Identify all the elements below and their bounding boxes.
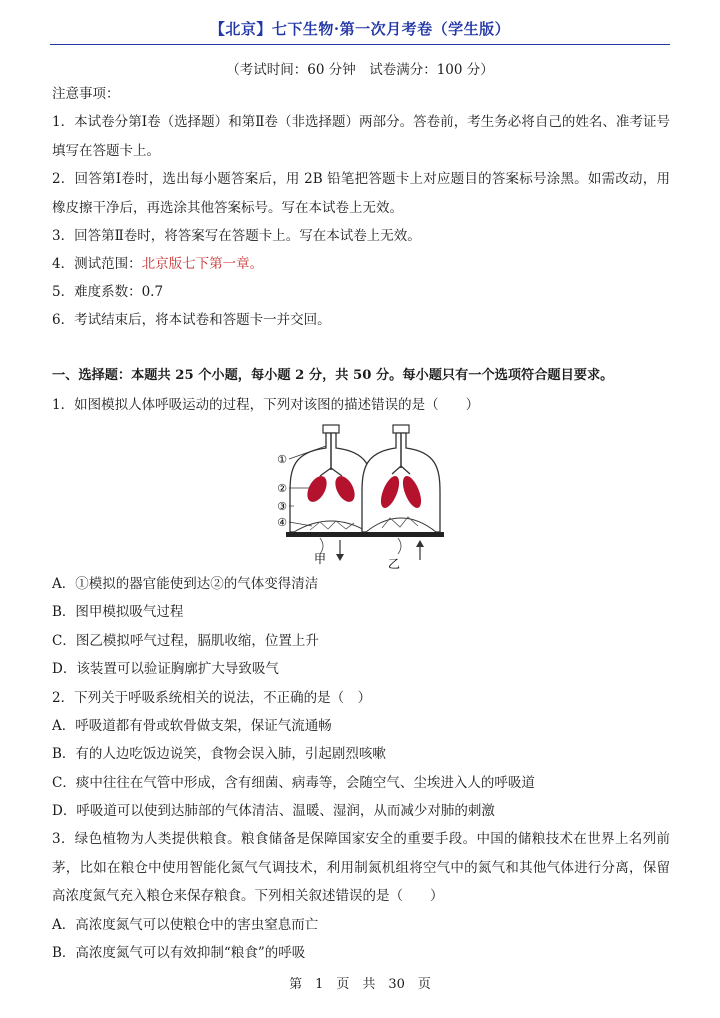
notice-item-2: 2．回答第Ⅰ卷时，选出每小题答案后，用 2B 铅笔把答题卡上对应题目的答案标号涂黑。如需改动，用橡皮擦干净后，再选涂其他答案标号。写在本试卷上无效。 [52, 171, 670, 216]
q2-option-d: D．呼吸道可以使到达肺部的气体清洁、温暖、湿润，从而减少对肺的刺激 [52, 803, 495, 819]
q1-option-a: A．①模拟的器官能使到达②的气体变得清洁 [52, 576, 319, 592]
jar-yi [358, 425, 444, 560]
q2-option-b: B．有的人边吃饭边说笑，食物会误入肺，引起剧烈咳嗽 [52, 746, 386, 762]
section-1-heading: 一、选择题：本题共 25 个小题，每小题 2 分，共 50 分。每小题只有一个选项符合题目要求。 [52, 368, 614, 383]
q3-stem: 3．绿色植物为人类提供粮食。粮食储备是保障国家安全的重要手段。中国的储粮技术在世界上名列前茅，比如在粮仓中使用智能化氮气气调技术，利用制氮机组将空气中的氮气和其他气体进行分离，保留高浓度氮气充入粮仓来保存粮食。下列相关叙述错误的是（ ） [52, 831, 670, 904]
q3-option-a: A．高浓度氮气可以使粮仓中的害虫窒息而亡 [52, 917, 319, 933]
label-yi: 乙 [387, 557, 401, 570]
q2-option-c: C．痰中往往在气管中形成，含有细菌、病毒等，会随空气、尘埃进入人的呼吸道 [52, 775, 535, 791]
notice-item-4-prefix: 4．测试范围： [52, 256, 142, 272]
exam-title: 【北京】七下生物·第一次月考卷（学生版） [209, 20, 511, 38]
breathing-model-figure [270, 422, 450, 570]
test-scope: 北京版七下第一章。 [141, 256, 264, 272]
notice-item-5: 5．难度系数：0.7 [52, 284, 164, 300]
svg-text:④: ④ [277, 516, 287, 529]
notice-item-1: 1．本试卷分第Ⅰ卷（选择题）和第Ⅱ卷（非选择题）两部分。答卷前，考生务必将自己的姓名、准考证号填写在答题卡上。 [52, 114, 670, 159]
exam-info: （考试时间：60 分钟 试卷满分：100 分） [226, 62, 494, 78]
svg-text:②: ② [277, 482, 287, 495]
page-number: 第 1 页 共 30 页 [289, 977, 431, 992]
q1-option-c: C．图乙模拟呼气过程，膈肌收缩，位置上升 [52, 633, 319, 649]
notice-item-3: 3．回答第Ⅱ卷时，将答案写在答题卡上。写在本试卷上无效。 [52, 228, 421, 244]
q2-stem: 2．下列关于呼吸系统相关的说法，不正确的是（ ） [52, 690, 372, 706]
notice-heading: 注意事项： [52, 86, 120, 102]
q2-option-a: A．呼吸道都有骨或软骨做支架，保证气流通畅 [52, 718, 332, 734]
q1-option-d: D．该装置可以验证胸廓扩大导致吸气 [52, 661, 279, 677]
svg-text:③: ③ [277, 500, 287, 513]
notice-item-4 [52, 254, 263, 274]
q1-option-b: B．图甲模拟吸气过程 [52, 604, 184, 620]
svg-text:①: ① [277, 453, 287, 466]
q3-option-b: B．高浓度氮气可以有效抑制“粮食”的呼吸 [52, 945, 306, 961]
title-divider [50, 44, 670, 45]
q1-stem: 1．如图模拟人体呼吸运动的过程，下列对该图的描述错误的是（ ） [52, 397, 480, 413]
notice-item-6: 6．考试结束后，将本试卷和答题卡一并交回。 [52, 312, 331, 328]
label-jia: 甲 [313, 552, 327, 566]
